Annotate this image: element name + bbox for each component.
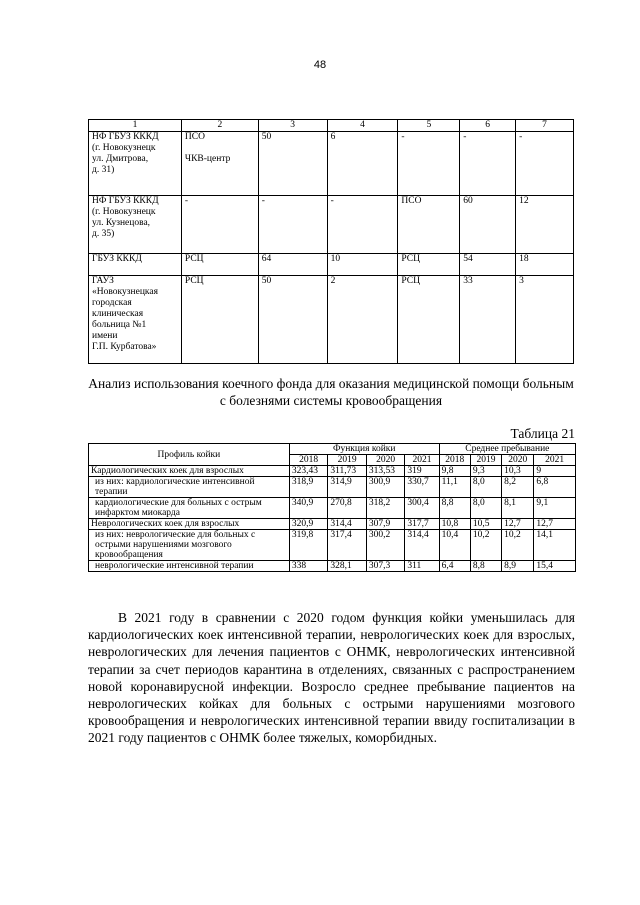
column-header: 1 <box>89 120 182 132</box>
value-cell: 10,4 <box>439 530 470 561</box>
table-cell: 2 <box>327 276 398 364</box>
row-label: из них: неврологические для больных с острыми нарушениями мозгового кровообращения <box>89 530 290 561</box>
year-header: 2020 <box>366 455 405 466</box>
table-cell: - <box>460 132 516 196</box>
year-header: 2018 <box>289 455 328 466</box>
value-cell: 313,53 <box>366 466 405 477</box>
value-cell: 9,3 <box>470 466 501 477</box>
profile-header: Профиль койки <box>89 444 290 466</box>
value-cell: 8,9 <box>502 561 534 572</box>
value-cell: 14,1 <box>534 530 576 561</box>
value-cell: 10,2 <box>470 530 501 561</box>
table-cell: ПСО ЧКВ-центр <box>181 132 258 196</box>
column-header: 4 <box>327 120 398 132</box>
value-cell: 11,1 <box>439 477 470 498</box>
value-cell: 8,2 <box>502 477 534 498</box>
section-heading: Анализ использования коечного фонда для оказания медицинской помощи больным с болезнями системы кровообращения <box>88 376 574 408</box>
value-cell: 10,5 <box>470 519 501 530</box>
value-cell: 12,7 <box>502 519 534 530</box>
value-cell: 6,4 <box>439 561 470 572</box>
table-header-row <box>89 120 574 132</box>
table-row <box>89 477 576 498</box>
table-cell: ГАУЗ «Новокузнецкая городская клиническая больница №1 имени Г.П. Курбатова» <box>89 276 182 364</box>
value-cell: 318,2 <box>366 498 405 519</box>
table-row <box>89 498 576 519</box>
table-cell: - <box>181 196 258 254</box>
column-header: 3 <box>258 120 327 132</box>
value-cell: 314,4 <box>328 519 367 530</box>
value-cell: 9,8 <box>439 466 470 477</box>
table-cell: - <box>258 196 327 254</box>
column-header: 2 <box>181 120 258 132</box>
value-cell: 300,9 <box>366 477 405 498</box>
group-header-stay: Среднее пребывание <box>439 444 575 455</box>
table-cell: 10 <box>327 254 398 276</box>
row-label: из них: кардиологические интенсивной терапии <box>89 477 290 498</box>
year-header: 2020 <box>502 455 534 466</box>
value-cell: 10,2 <box>502 530 534 561</box>
value-cell: 300,2 <box>366 530 405 561</box>
value-cell: 9,1 <box>534 498 576 519</box>
value-cell: 12,7 <box>534 519 576 530</box>
table-cell: ГБУЗ КККД <box>89 254 182 276</box>
row-label: кардиологические для больных с острым инфарктом миокарда <box>89 498 290 519</box>
table-cell: 50 <box>258 276 327 364</box>
table-caption: Таблица 21 <box>510 426 575 441</box>
table-row <box>89 530 576 561</box>
page-number: 48 <box>313 59 327 71</box>
table-cell: - <box>327 196 398 254</box>
table-row <box>89 276 574 364</box>
bed-usage-table <box>88 443 576 572</box>
value-cell: 10,3 <box>502 466 534 477</box>
table-cell: РСЦ <box>181 254 258 276</box>
year-header: 2019 <box>328 455 367 466</box>
value-cell: 320,9 <box>289 519 328 530</box>
value-cell: 10,8 <box>439 519 470 530</box>
value-cell: 311 <box>405 561 439 572</box>
value-cell: 9 <box>534 466 576 477</box>
table-cell: 18 <box>516 254 574 276</box>
value-cell: 319 <box>405 466 439 477</box>
table-cell: РСЦ <box>398 276 460 364</box>
value-cell: 270,8 <box>328 498 367 519</box>
row-label: Неврологических коек для взрослых <box>89 519 290 530</box>
table-cell: 64 <box>258 254 327 276</box>
table-cell: - <box>398 132 460 196</box>
year-header: 2021 <box>405 455 439 466</box>
table-row <box>89 132 574 196</box>
year-header: 2019 <box>470 455 501 466</box>
value-cell: 15,4 <box>534 561 576 572</box>
table-cell: 54 <box>460 254 516 276</box>
value-cell: 319,8 <box>289 530 328 561</box>
column-header: 7 <box>516 120 574 132</box>
table-cell: 60 <box>460 196 516 254</box>
row-label: неврологические интенсивной терапии <box>89 561 290 572</box>
value-cell: 6,8 <box>534 477 576 498</box>
value-cell: 318,9 <box>289 477 328 498</box>
value-cell: 8,1 <box>502 498 534 519</box>
table-row <box>89 519 576 530</box>
value-cell: 311,73 <box>328 466 367 477</box>
value-cell: 330,7 <box>405 477 439 498</box>
row-label: Кардиологических коек для взрослых <box>89 466 290 477</box>
value-cell: 328,1 <box>328 561 367 572</box>
value-cell: 323,43 <box>289 466 328 477</box>
value-cell: 340,9 <box>289 498 328 519</box>
value-cell: 307,3 <box>366 561 405 572</box>
table-row <box>89 561 576 572</box>
table-cell: 50 <box>258 132 327 196</box>
table-cell: НФ ГБУЗ КККД (г. Новокузнецк ул. Дмитрова, д. 31) <box>89 132 182 196</box>
table-cell: 12 <box>516 196 574 254</box>
value-cell: 338 <box>289 561 328 572</box>
value-cell: 317,7 <box>405 519 439 530</box>
table-cell: 6 <box>327 132 398 196</box>
table-cell: НФ ГБУЗ КККД (г. Новокузнецк ул. Кузнецова, д. 35) <box>89 196 182 254</box>
table-row <box>89 196 574 254</box>
value-cell: 307,9 <box>366 519 405 530</box>
table-row <box>89 466 576 477</box>
table-cell: РСЦ <box>398 254 460 276</box>
value-cell: 8,0 <box>470 498 501 519</box>
table-cell: ПСО <box>398 196 460 254</box>
year-header: 2021 <box>534 455 576 466</box>
value-cell: 8,8 <box>439 498 470 519</box>
table-cell: РСЦ <box>181 276 258 364</box>
table-cell: 3 <box>516 276 574 364</box>
column-header: 5 <box>398 120 460 132</box>
value-cell: 317,4 <box>328 530 367 561</box>
table-row <box>89 254 574 276</box>
table-cell: - <box>516 132 574 196</box>
value-cell: 8,8 <box>470 561 501 572</box>
value-cell: 314,4 <box>405 530 439 561</box>
column-header: 6 <box>460 120 516 132</box>
year-header: 2018 <box>439 455 470 466</box>
value-cell: 300,4 <box>405 498 439 519</box>
group-header-function: Функция койки <box>289 444 439 455</box>
value-cell: 314,9 <box>328 477 367 498</box>
value-cell: 8,0 <box>470 477 501 498</box>
table-cell: 33 <box>460 276 516 364</box>
facilities-table <box>88 119 574 364</box>
analysis-paragraph: В 2021 году в сравнении с 2020 годом функция койки уменьшилась для кардиологических коек интенсивной терапии, неврологических коек для взрослых, неврологических для лечения пациентов с ОНМК, неврологических интенсивной терапии за счет периодов карантина в отделениях, связанных с распространением новой коронавирусной инфекции. Возросло среднее пребывание пациентов на неврологических койках для больных с острыми нарушениями мозгового кровообращения и неврологических интенсивной терапии ввиду госпитализации в 2021 году пациентов с ОНМК более тяжелых, коморбидных. <box>88 610 575 746</box>
